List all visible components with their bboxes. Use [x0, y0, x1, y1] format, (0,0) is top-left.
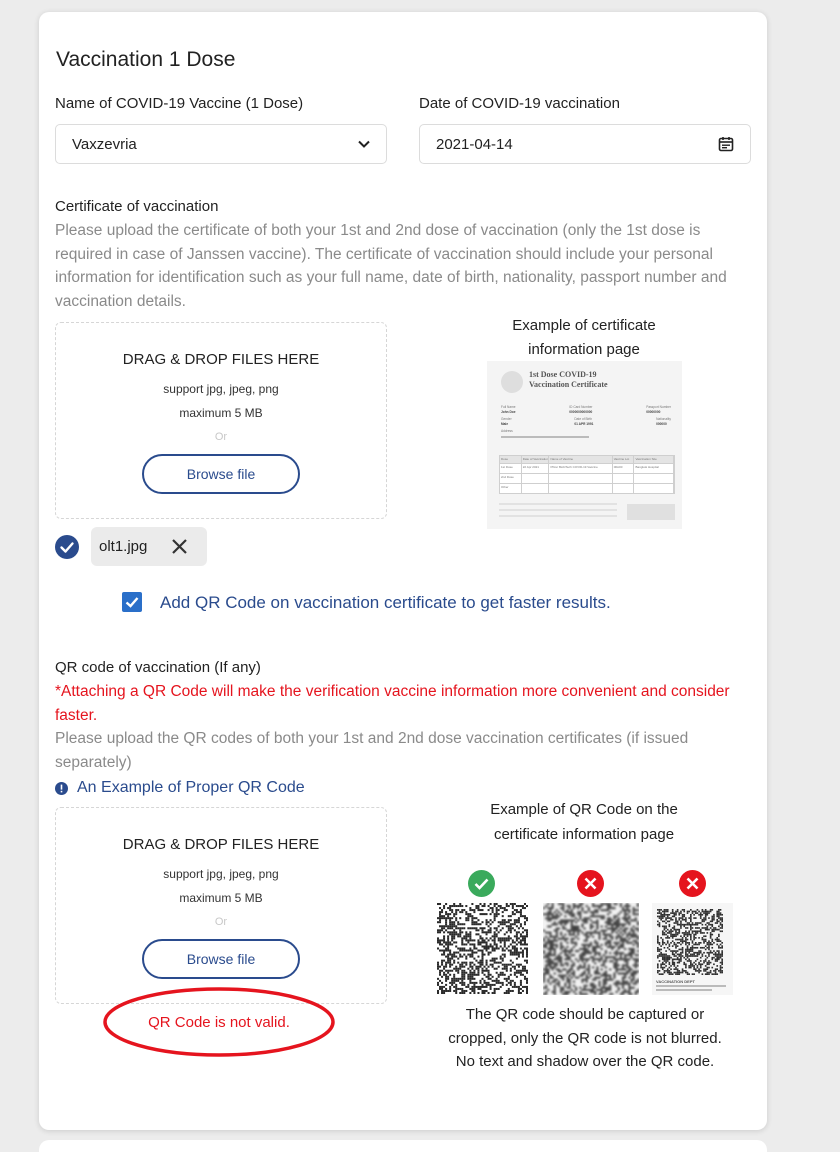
- example-table-cell: Vaccine Lot: [613, 456, 635, 463]
- certificate-example-title: Example of certificate information page: [512, 317, 656, 358]
- qr-example-link[interactable]: [55, 779, 305, 797]
- error-highlight-ellipse: [102, 986, 336, 1058]
- vaccine-select-value: Vaxzevria: [72, 135, 137, 153]
- example-table-cell: Dose: [500, 456, 522, 463]
- example-table-cell: Name of Vaccine: [549, 456, 612, 463]
- example-table-cell: Other: [500, 484, 522, 493]
- example-table-cell: [613, 484, 635, 493]
- qr-example-with-text-image: [652, 903, 733, 995]
- certificate-description: Please upload the certificate of both your 1st and 2nd dose of vaccination (only the 1st dose is required in case of Janssen vaccine). The certificate of vaccination should include your personal information for identification such as your full name, date of birth, nationality, passport number and vaccination details.: [55, 222, 727, 310]
- correct-check-icon: [468, 870, 495, 897]
- stamp-placeholder: [627, 504, 675, 520]
- example-table-cell: Pfizer BioNTech COVID-19 Vaccine: [549, 464, 612, 473]
- qr-example-good-image: [437, 903, 528, 994]
- qr-dropzone-or: Or: [214, 916, 228, 928]
- example-id-value: 0000000000000: [569, 409, 593, 414]
- example-table-cell: 00A00: [613, 464, 635, 473]
- example-table-cell: [522, 474, 550, 483]
- uploaded-file-name: olt1.jpg: [99, 538, 148, 555]
- example-gender-value: Male: [501, 421, 509, 426]
- example-table-cell: Vaccination Site: [634, 456, 674, 463]
- qr-dropzone[interactable]: [55, 807, 387, 1004]
- example-table-cell: [549, 484, 612, 493]
- qr-dropzone-support: support jpg, jpeg, png: [163, 867, 279, 881]
- example-table-cell: [549, 474, 612, 483]
- certificate-title: Certificate of vaccination: [55, 198, 219, 215]
- example-table-header: [499, 455, 675, 464]
- example-table-cell: Bangkok Hospital: [634, 464, 674, 473]
- example-table-row: [499, 474, 675, 484]
- example-nationality-label: Nationality: [656, 417, 671, 421]
- date-input[interactable]: [419, 124, 751, 164]
- date-input-value: 2021-04-14: [436, 135, 513, 153]
- qr-browse-file-button[interactable]: Browse file: [142, 939, 300, 979]
- chevron-down-icon: [358, 140, 370, 148]
- browse-file-button[interactable]: Browse file: [142, 454, 300, 494]
- dropzone-or: Or: [214, 431, 228, 443]
- example-gender-label: Gender: [501, 417, 512, 421]
- next-card-edge: [39, 1140, 767, 1152]
- qr-dropzone-title: DRAG & DROP FILES HERE: [122, 836, 320, 853]
- qr-warning: *Attaching a QR Code will make the verification vaccine information more convenient and consider faster.: [55, 683, 730, 724]
- example-name-value: John Doe: [501, 409, 516, 414]
- calendar-icon[interactable]: [718, 136, 734, 152]
- qr-example-title: Example of QR Code on the certificate information page: [490, 801, 678, 843]
- example-table-cell: 22 Apr 2021: [522, 464, 550, 473]
- certificate-example-image: [487, 361, 682, 529]
- example-name-label: Full Name: [501, 405, 516, 409]
- incorrect-x-icon: [577, 870, 604, 897]
- qr-title: QR code of vaccination (If any): [55, 659, 261, 676]
- example-nationality-value: 000000: [656, 421, 667, 426]
- example-table-cell: [613, 474, 635, 483]
- example-id-label: ID Card Number: [569, 405, 593, 409]
- example-dob-label: Date of Birth: [574, 417, 593, 421]
- qr-description: Please upload the QR codes of both your 1st and 2nd dose vaccination certificates (if issued separately): [55, 730, 689, 771]
- example-table-cell: [634, 484, 674, 493]
- uploaded-file-chip: [91, 527, 207, 566]
- example-table-row: [499, 464, 675, 474]
- qr-dropzone-max-size: maximum 5 MB: [179, 891, 263, 905]
- example-heading-line1: 1st Dose COVID-19: [529, 370, 597, 379]
- incorrect-x-icon: [679, 870, 706, 897]
- qr-example-doc-caption: VACCINATION DEPT: [656, 979, 695, 984]
- example-table-cell: [522, 484, 550, 493]
- example-table-cell: 2nd Dose: [500, 474, 522, 483]
- dropzone-max-size: maximum 5 MB: [179, 406, 263, 420]
- example-passport-label: Passport Number: [646, 405, 671, 409]
- dropzone-title: DRAG & DROP FILES HERE: [122, 351, 320, 368]
- dropzone-support: support jpg, jpeg, png: [163, 382, 279, 396]
- example-vaccination-table: [499, 455, 675, 494]
- logo-placeholder-icon: [501, 371, 523, 393]
- qr-example-link-text[interactable]: An Example of Proper QR Code: [77, 779, 305, 796]
- vaccine-label: Name of COVID-19 Vaccine (1 Dose): [55, 95, 304, 112]
- info-icon: [55, 782, 68, 795]
- qr-example-note: The QR code should be captured or cropped, only the QR code is not blurred. No text and shadow over the QR code.: [448, 1006, 722, 1070]
- add-qr-checkbox-label[interactable]: Add QR Code on vaccination certificate to get faster results.: [160, 593, 611, 612]
- date-label: Date of COVID-19 vaccination: [419, 95, 620, 112]
- add-qr-checkbox[interactable]: [122, 592, 142, 612]
- example-table-cell: Date of Vaccination: [522, 457, 549, 461]
- vaccine-select[interactable]: [55, 124, 387, 164]
- qr-example-blurred-image: [543, 903, 639, 995]
- example-dob-value: 01 APR 1991: [574, 421, 594, 426]
- example-heading-line2: Vaccination Certificate: [529, 380, 608, 389]
- example-table-row: [499, 484, 675, 494]
- upload-success-check-icon: [55, 535, 79, 559]
- example-table-cell: 1st Dose: [500, 464, 522, 473]
- certificate-dropzone[interactable]: [55, 322, 387, 519]
- section-title: Vaccination 1 Dose: [56, 48, 236, 71]
- remove-file-close-icon[interactable]: [171, 538, 188, 555]
- example-address-label: Address: [501, 429, 513, 433]
- example-table-cell: [634, 474, 674, 483]
- qr-error-message: QR Code is not valid.: [148, 1014, 290, 1031]
- example-passport-value: 00000000: [646, 409, 661, 414]
